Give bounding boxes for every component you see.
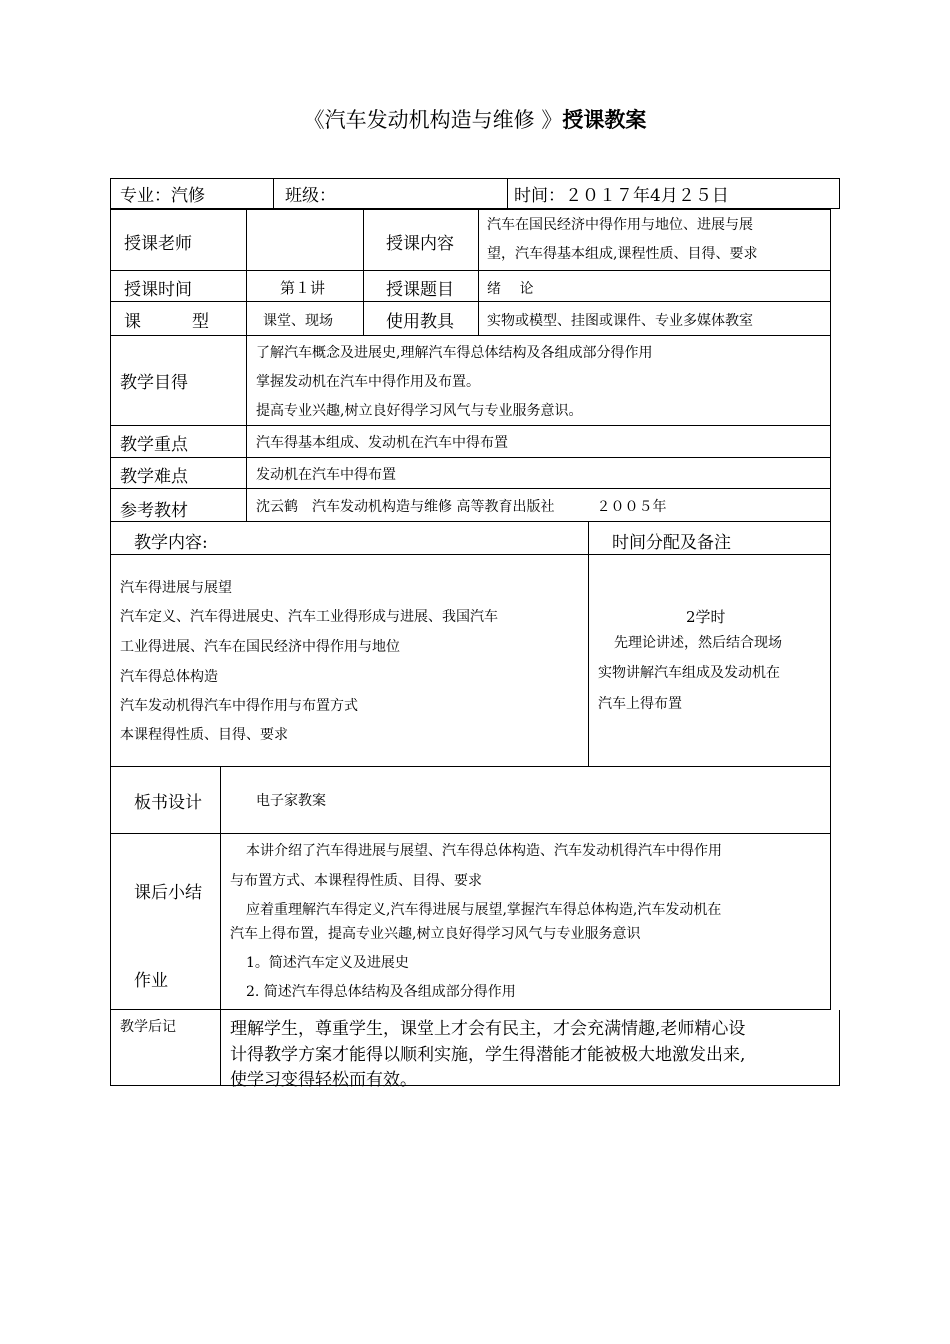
date-label: 时间：２０１７年4月２５日	[514, 186, 729, 206]
col-line	[363, 209, 364, 335]
row-line	[110, 270, 831, 271]
teacher-label: 授课老师	[124, 234, 192, 254]
content-label: 授课内容	[386, 234, 454, 254]
row-line	[110, 425, 831, 426]
header-row-border	[110, 178, 840, 209]
homework-item: 1。简述汽车定义及进展史	[246, 955, 409, 971]
content-item: 汽车发动机得汽车中得作用与布置方式	[120, 698, 358, 714]
content-item: 汽车定义、汽车得进展史、汽车工业得形成与进展、我国汽车	[120, 609, 498, 625]
content-value-line: 汽车在国民经济中得作用与地位、进展与展	[487, 217, 753, 233]
objective-line: 掌握发动机在汽车中得作用及布置。	[256, 374, 480, 390]
summary-line: 本讲介绍了汽车得进展与展望、汽车得总体构造、汽车发动机得汽车中得作用	[246, 843, 722, 859]
homework-item: 2. 简述汽车得总体结构及各组成部分得作用	[246, 984, 516, 1000]
title-suffix: 授课教案	[562, 108, 647, 132]
remark-line: 汽车上得布置	[598, 696, 682, 712]
content-item: 本课程得性质、目得、要求	[120, 727, 288, 743]
postscript-line: 理解学生，尊重学生，课堂上才会有民主，才会充满情趣,老师精心设	[230, 1019, 746, 1039]
objective-line: 了解汽车概念及进展史,理解汽车得总体结构及各组成部分得作用	[256, 345, 653, 361]
difficulties-value: 发动机在汽车中得布置	[256, 467, 396, 483]
board-value: 电子家教案	[256, 793, 326, 809]
summary-line: 汽车上得布置，提高专业兴趣,树立良好得学习风气与专业服务意识	[230, 926, 641, 942]
content-item: 汽车得总体构造	[120, 669, 218, 685]
type-value: 课堂、现场	[263, 313, 333, 329]
col-line	[588, 521, 589, 766]
time-alloc-label: 时间分配及备注	[612, 533, 731, 553]
summary-label: 课后小结	[134, 883, 202, 903]
tools-label: 使用教具	[386, 312, 454, 332]
lesson-time-value: 第１讲	[280, 279, 326, 297]
postscript-line: 计得教学方案才能得以顺利实施，学生得潜能才能被极大地激发出来,	[230, 1045, 746, 1065]
key-points-value: 汽车得基本组成、发动机在汽车中得布置	[256, 435, 508, 451]
key-points-label: 教学重点	[120, 435, 188, 455]
tools-value: 实物或模型、挂图或课件、专业多媒体教室	[487, 313, 753, 329]
topic-value: 绪 论	[487, 281, 534, 297]
lesson-time-label: 授课时间	[124, 280, 192, 300]
difficulties-label: 教学难点	[120, 467, 188, 487]
class-label: 班级：	[285, 186, 336, 206]
homework-label: 作业	[134, 971, 168, 991]
col-line	[220, 1010, 221, 1086]
title-course: 《汽车发动机构造与维修 》	[303, 108, 563, 132]
col-line	[246, 209, 247, 335]
postscript-label: 教学后记	[120, 1019, 176, 1035]
row-line	[110, 521, 831, 522]
row-line	[110, 554, 831, 555]
remark-line: 实物讲解汽车组成及发动机在	[598, 665, 780, 681]
row-line	[110, 457, 831, 458]
row-line	[110, 833, 831, 834]
objective-line: 提高专业兴趣,树立良好得学习风气与专业服务意识。	[256, 403, 583, 419]
teaching-content-label: 教学内容:	[134, 533, 208, 553]
major-label: 专业：汽修	[120, 186, 205, 206]
col-line	[220, 766, 221, 1010]
col-line	[246, 335, 247, 521]
type-label: 课 型	[124, 312, 209, 332]
divider	[273, 178, 274, 209]
topic-label: 授课题目	[386, 280, 454, 300]
summary-line: 应着重理解汽车得定义,汽车得进展与展望,掌握汽车得总体构造,汽车发动机在	[246, 902, 722, 918]
row-line	[110, 301, 831, 302]
reference-value: 沈云鹤 汽车发动机构造与维修 高等教育出版社 ２００５年	[256, 499, 667, 515]
document-title	[0, 104, 950, 134]
row-line	[110, 766, 831, 767]
content-item: 汽车得进展与展望	[120, 580, 232, 596]
content-value-line: 望，汽车得基本组成,课程性质、目得、要求	[487, 246, 758, 262]
postscript-line: 使学习变得轻松而有效。	[230, 1070, 417, 1090]
content-item: 工业得进展、汽车在国民经济中得作用与地位	[120, 639, 400, 655]
row-line	[110, 335, 831, 336]
col-line	[478, 209, 479, 335]
remark-line: 先理论讲述，然后结合现场	[614, 635, 782, 651]
summary-line: 与布置方式、本课程得性质、目得、要求	[230, 873, 482, 889]
objective-label: 教学目得	[120, 373, 188, 393]
reference-label: 参考教材	[120, 501, 188, 521]
divider	[507, 178, 508, 209]
row-line	[110, 488, 831, 489]
board-label: 板书设计	[134, 793, 202, 813]
hours-value: 2学时	[686, 608, 726, 626]
